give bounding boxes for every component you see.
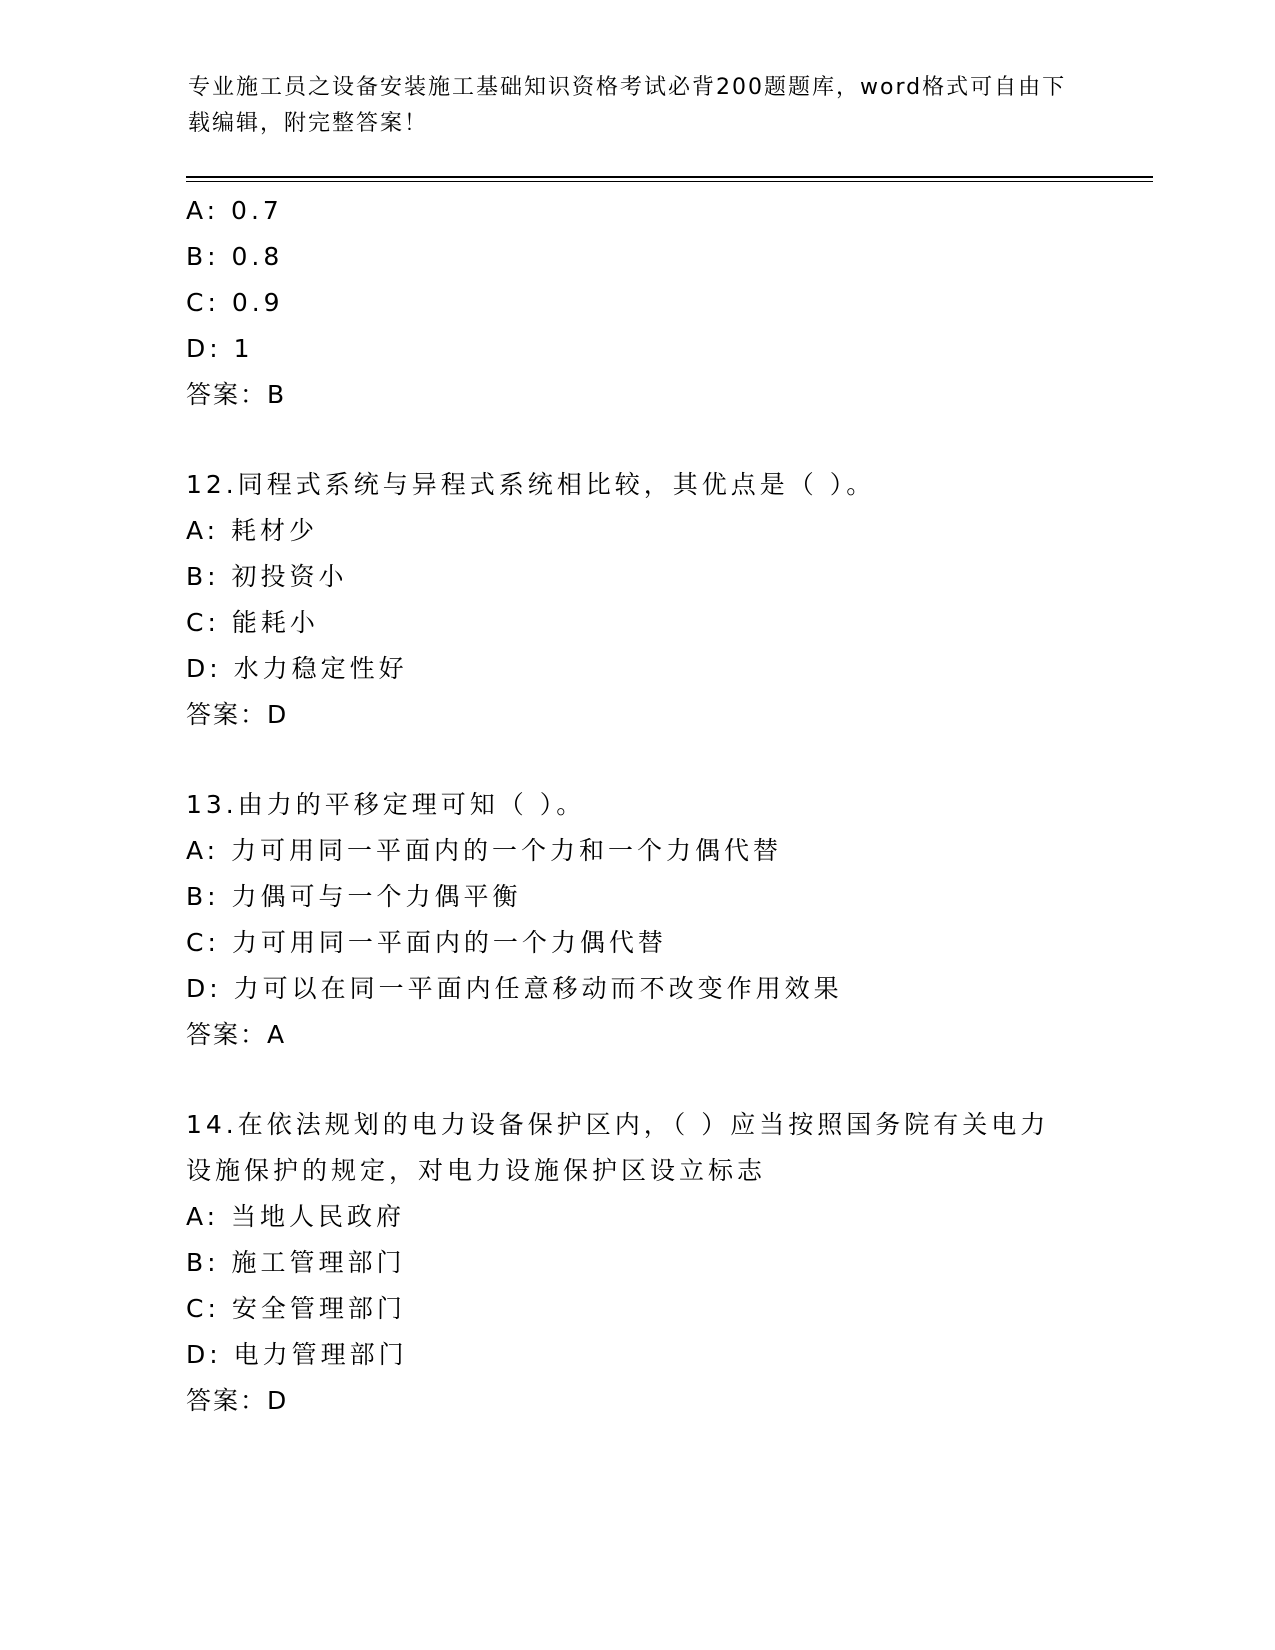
option-c: C: 能耗小: [186, 608, 319, 637]
option-c: C: 安全管理部门: [186, 1294, 406, 1323]
option-b: B: 初投资小: [186, 562, 348, 591]
header-divider-thin: [186, 181, 1153, 182]
answer: 答案：A: [186, 1020, 287, 1049]
option-d: D: 力可以在同一平面内任意移动而不改变作用效果: [186, 974, 843, 1003]
option-a: A: 当地人民政府: [186, 1202, 406, 1231]
question-14: [186, 1102, 1086, 1424]
option-a: A: 0.7: [186, 196, 283, 225]
question-text: 12.同程式系统与异程式系统相比较，其优点是（ ）。: [186, 470, 876, 499]
answer: 答案：D: [186, 1386, 289, 1415]
question-text: 13.由力的平移定理可知（ ）。: [186, 790, 586, 819]
document-header: 专业施工员之设备安装施工基础知识资格考试必背200题题库，word格式可自由下载编辑，附完整答案！: [188, 75, 1067, 136]
answer: 答案：D: [186, 700, 289, 729]
option-b: B: 施工管理部门: [186, 1248, 406, 1277]
answer: 答案：B: [186, 380, 287, 409]
question-13: [186, 782, 1086, 1058]
option-b: B: 力偶可与一个力偶平衡: [186, 882, 522, 911]
header-divider-thick: [186, 176, 1153, 178]
option-d: D: 电力管理部门: [186, 1340, 408, 1369]
option-d: D: 1: [186, 334, 254, 363]
question-12: [186, 462, 1086, 738]
option-b: B: 0.8: [186, 242, 284, 271]
question-text: 14.在依法规划的电力设备保护区内，（ ）应当按照国务院有关电力设施保护的规定，对电力设施保护区设立标志: [186, 1110, 1050, 1185]
option-c: C: 力可用同一平面内的一个力偶代替: [186, 928, 667, 957]
option-c: C: 0.9: [186, 288, 284, 317]
question-11-continued: [186, 188, 1086, 418]
option-d: D: 水力稳定性好: [186, 654, 408, 683]
option-a: A: 力可用同一平面内的一个力和一个力偶代替: [186, 836, 783, 865]
document-body: [186, 188, 1086, 1468]
option-a: A: 耗材少: [186, 516, 319, 545]
